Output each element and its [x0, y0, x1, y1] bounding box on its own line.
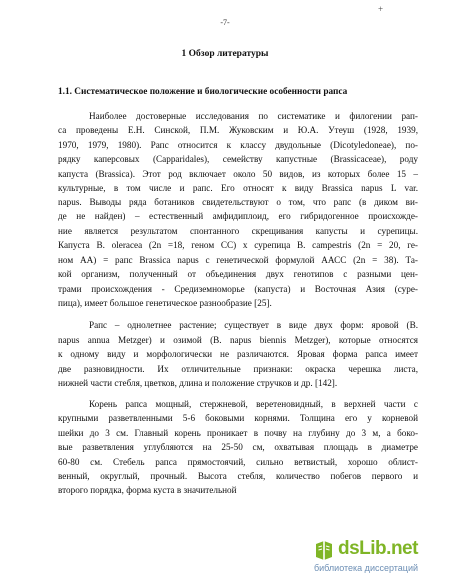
corner-mark: + [378, 4, 384, 14]
section-title: 1.1. Систематическое положение и биологические особенности рапса [58, 87, 348, 97]
text-line: трами происхождения - Средиземноморье (капуста) и Восточная Азия (сурe- [58, 284, 418, 294]
text-line: второго порядка, форма куста в значительной [58, 485, 237, 495]
text-line: Рапс – однолетнее растение; существует в виде двух форм: яровой (B. [89, 320, 418, 330]
text-line: napus. Выводы ряда ботаников свидетельствуют о том, что рапс (в диком ви- [58, 197, 418, 207]
watermark-name: dsLib.net [338, 538, 418, 559]
text-line: культурные, в том числе и рапс. Его относят к виду Brassica napus L var. [58, 183, 418, 193]
text-line: вые разветвления углубляются на 25-50 см, охватывая площадь в диаметре [58, 442, 418, 452]
text-line: рядку каперсовых (Capparidales), семейству капустные (Brassicaceae), роду [58, 154, 418, 164]
text-line: нижней части стебля, цветков, длина и положение стручков и др. [142]. [58, 378, 338, 388]
page-number: -7- [220, 18, 230, 27]
text-line: napus annua Metzger) и озимой (B. napus biennis Metzger), которые относятся [58, 335, 418, 345]
text-line: две разновидности. Их отличительные признаки: окраска черешка листа, [58, 364, 418, 374]
text-line: 60-80 см. Стебель рапса прямостоячий, сильно ветвистый, хорошо облист- [58, 457, 418, 467]
text-line: са проведены Е.Н. Синской, П.М. Жуковским и Ю.А. Утеуш (1928, 1939, [58, 125, 418, 135]
text-line: 1970, 1979, 1980). Рапс относится к классу двудольные (Dicotyledoneae), по- [58, 140, 418, 150]
watermark-subtitle: библиотека диссертаций [314, 563, 419, 573]
text-line: ние является результатом спонтанного скрещивания капусты и сурепицы. [58, 226, 418, 236]
text-line: венный, округлый, прочный. Высота стебля, количество побегов первого и [58, 471, 418, 481]
text-line: де не найден) – естественный амфидиплоид, его гибридогенное происхожде- [58, 211, 418, 221]
text-line: шейки до 3 см. Главный корень проникает в почву на глубину до 3 м, а боко- [58, 428, 418, 438]
text-line: капуста (Brassica). Этот род включает около 50 видов, из которых более 15 – [58, 169, 418, 179]
text-line: ном АА) = рапс Brassica napus с генетической формулой ААСС (2n = 38). Та- [58, 255, 418, 265]
dslib-logo-icon [312, 538, 336, 562]
text-line: кой организм, полученный от объединения двух генотипов с разными цен- [58, 269, 418, 279]
text-line: к одному виду и морфологически не различаются. Яровая форма рапса имеет [58, 349, 418, 359]
text-line: пица), имеет большое генетическое разнообразие [25]. [58, 298, 272, 308]
text-line: Наиболее достоверные исследования по систематике и филогении рап- [89, 111, 418, 121]
dslib-watermark[interactable] [312, 538, 447, 578]
text-line: Капуста B. oleracea (2n =18, геном СС) х сурепица B. campestris (2n = 20, ге- [58, 240, 418, 250]
chapter-title: 1 Обзор литературы [181, 49, 269, 59]
text-line: Корень рапса мощный, стержневой, веретеновидный, в верхней части с [89, 399, 418, 409]
text-line: крупными разветвленными 5-6 боковыми корнями. Толщина его у корневой [58, 413, 418, 423]
